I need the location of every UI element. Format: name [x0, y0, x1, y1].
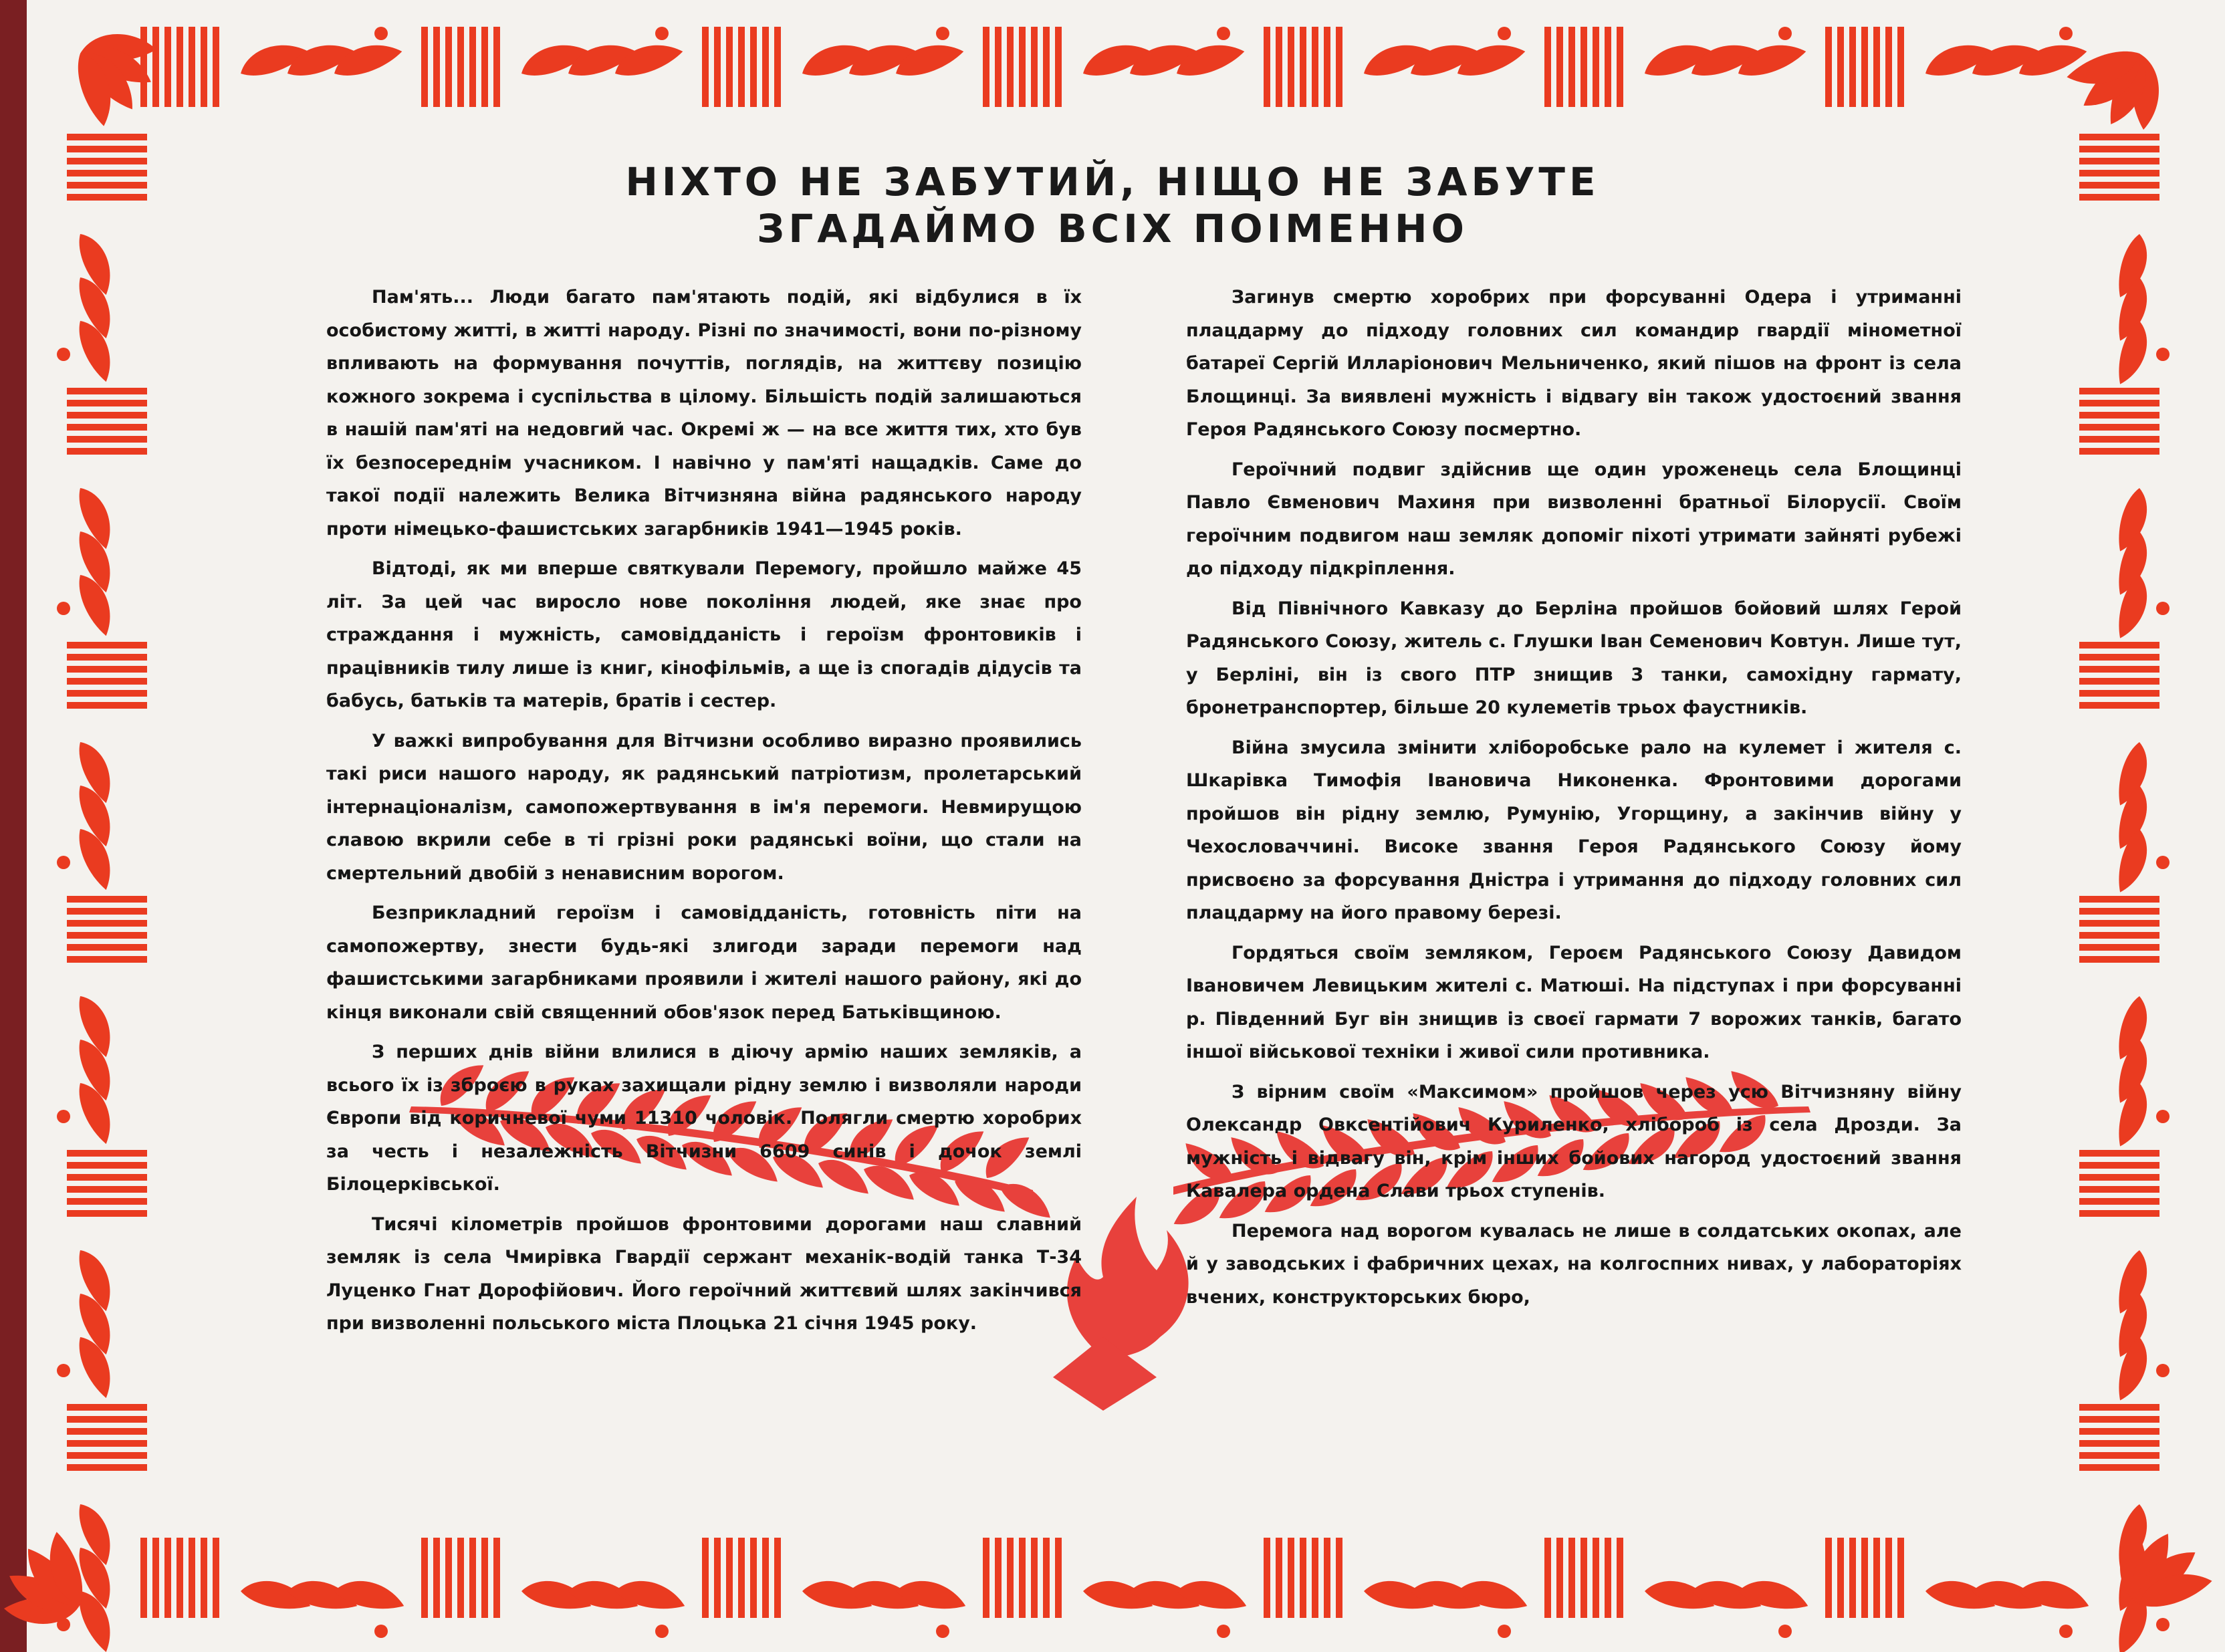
paragraph: Відтоді, як ми вперше святкували Перемогу, пройшло майже 45 літ. За цей час виросло нове покоління людей, яке знає про страждання і мужність, самовідданість і героїзм фронтовиків і працівників тилу лише із книг, кінофільмів, а ще із спогадів дідусів та бабусь, батьків та матерів, братів і сестер.	[326, 558, 1082, 711]
paragraph: Війна змусила змінити хліборобське рало на кулемет і жителя с. Шкарівка Тимофія Івановича Никоненка. Фронтовими дорогами пройшов він рідну землю, Румунію, Угорщину, а закінчив війну у Чехословаччині. Високе звання Героя Радянського Союзу йому присвоєно за форсування Дністра і утримання до підходу головних сил плацдарму на його правому березі.	[1186, 737, 1962, 923]
paragraph: Гордяться своїм земляком, Героєм Радянського Союзу Давидом Івановичем Левицьким жителі с. Матюші. На підступах і при форсуванні р. Південний Буг він знищив із своєї гармати 7 ворожих танків, багато іншої військової техніки і живої сили противника.	[1186, 942, 1962, 1062]
paragraph: Загинув смертю хоробрих при форсуванні Одера і утриманні плацдарму до підходу головних сил командир гвардії мінометної батареї Сергій Илларіонович Мельниченко, який пішов на фронт із села Блощинці. За виявлені мужність і відвагу він також удостоєний звання Героя Радянського Союзу посмертно.	[1186, 287, 1962, 440]
paragraph: Перемога над ворогом кувалась не лише в солдатських окопах, але й у заводських і фабричних цехах, на колгоспних нивах, у лабораторіях вчених, конструкторських бюро,	[1186, 1220, 1962, 1308]
page-title-line2: ЗГАДАЙМО ВСІХ ПОІМЕННО	[757, 206, 1468, 251]
paragraph: Тисячі кілометрів пройшов фронтовими дорогами наш славний земляк із села Чмирівка Гвардії сержант механік-водій танка Т-34 Луценко Гнат Дорофійович. Його героїчний життєвий шлях закінчився при визволенні польського міста Плоцька 21 січня 1945 року.	[326, 1213, 1082, 1334]
paragraph: У важкі випробування для Вітчизни особливо виразно проявились такі риси нашого народу, як радянський патріотизм, пролетарський інтернаціоналізм, самопожертвування в ім'я перемоги. Невмирущою славою вкрили себе в ті грізні роки радянські воїни, що стали на смертельний двобій з ненависним ворогом.	[326, 730, 1082, 884]
paragraph: З перших днів війни влилися в діючу армію наших земляків, а всього їх із зброєю в руках захищали рідну землю і визволяли народи Європи від коричневої чуми 11310 чоловік. Полягли смертю хоробрих за честь і незалежність Вітчизни 6609 синів і дочок землі Білоцерківської.	[326, 1042, 1082, 1195]
paragraph: З вірним своїм «Максимом» пройшов через усю Вітчизняну війну Олександр Овксентійович Куриленко, хлібороб із села Дрозди. За мужність і відвагу він, крім інших бойових нагород удостоєний звання Кавалера ордена Слави трьох ступенів.	[1186, 1081, 1962, 1201]
left-text-column	[326, 281, 1082, 1347]
paragraph: Від Північного Кавказу до Берліна пройшов бойовий шлях Герой Радянського Союзу, житель с. Глушки Іван Семенович Ковтун. Лише тут, у Берліні, він із свого ПТР знищив 3 танки, самохідну гармату, бронетранспортер, більше 20 кулеметів трьох фаустників.	[1186, 598, 1962, 718]
paragraph: Безприкладний героїзм і самовідданість, готовність піти на самопожертву, знести будь-які злигоди заради перемоги над фашистськими загарбниками проявили і жителі нашого району, які до кінця виконали свій священний обов'язок перед Батьківщиною.	[326, 903, 1082, 1023]
paragraph: Героїчний подвиг здійснив ще один уроженець села Блощинці Павло Євменович Махиня при визволенні братньої Білорусії. Своїм героїчним подвигом наш земляк допоміг піхоті утримати зайняті рубежі до підходу підкріплення.	[1186, 459, 1962, 579]
page-title-line1: НІХТО НЕ ЗАБУТИЙ, НІЩО НЕ ЗАБУТЕ	[625, 159, 1600, 205]
right-text-column	[1186, 281, 1962, 1320]
paragraph: Пам'ять... Люди багато пам'ятають подій, які відбулися в їх особистому житті, в житті народу. Різні по значимості, вони по-різному впливають на формування почуттів, поглядів, на життєву позицію кожного зокрема і суспільства в цілому. Більшість подій залишаються в нашій пам'яті на недовгий час. Окремі ж — на все життя тих, хто був їх безпосереднім учасником. І навічно у пам'яті нащадків. Саме до такої події належить Велика Вітчизняна війна радянського народу проти німецько-фашистських загарбників 1941—1945 років.	[326, 287, 1082, 540]
